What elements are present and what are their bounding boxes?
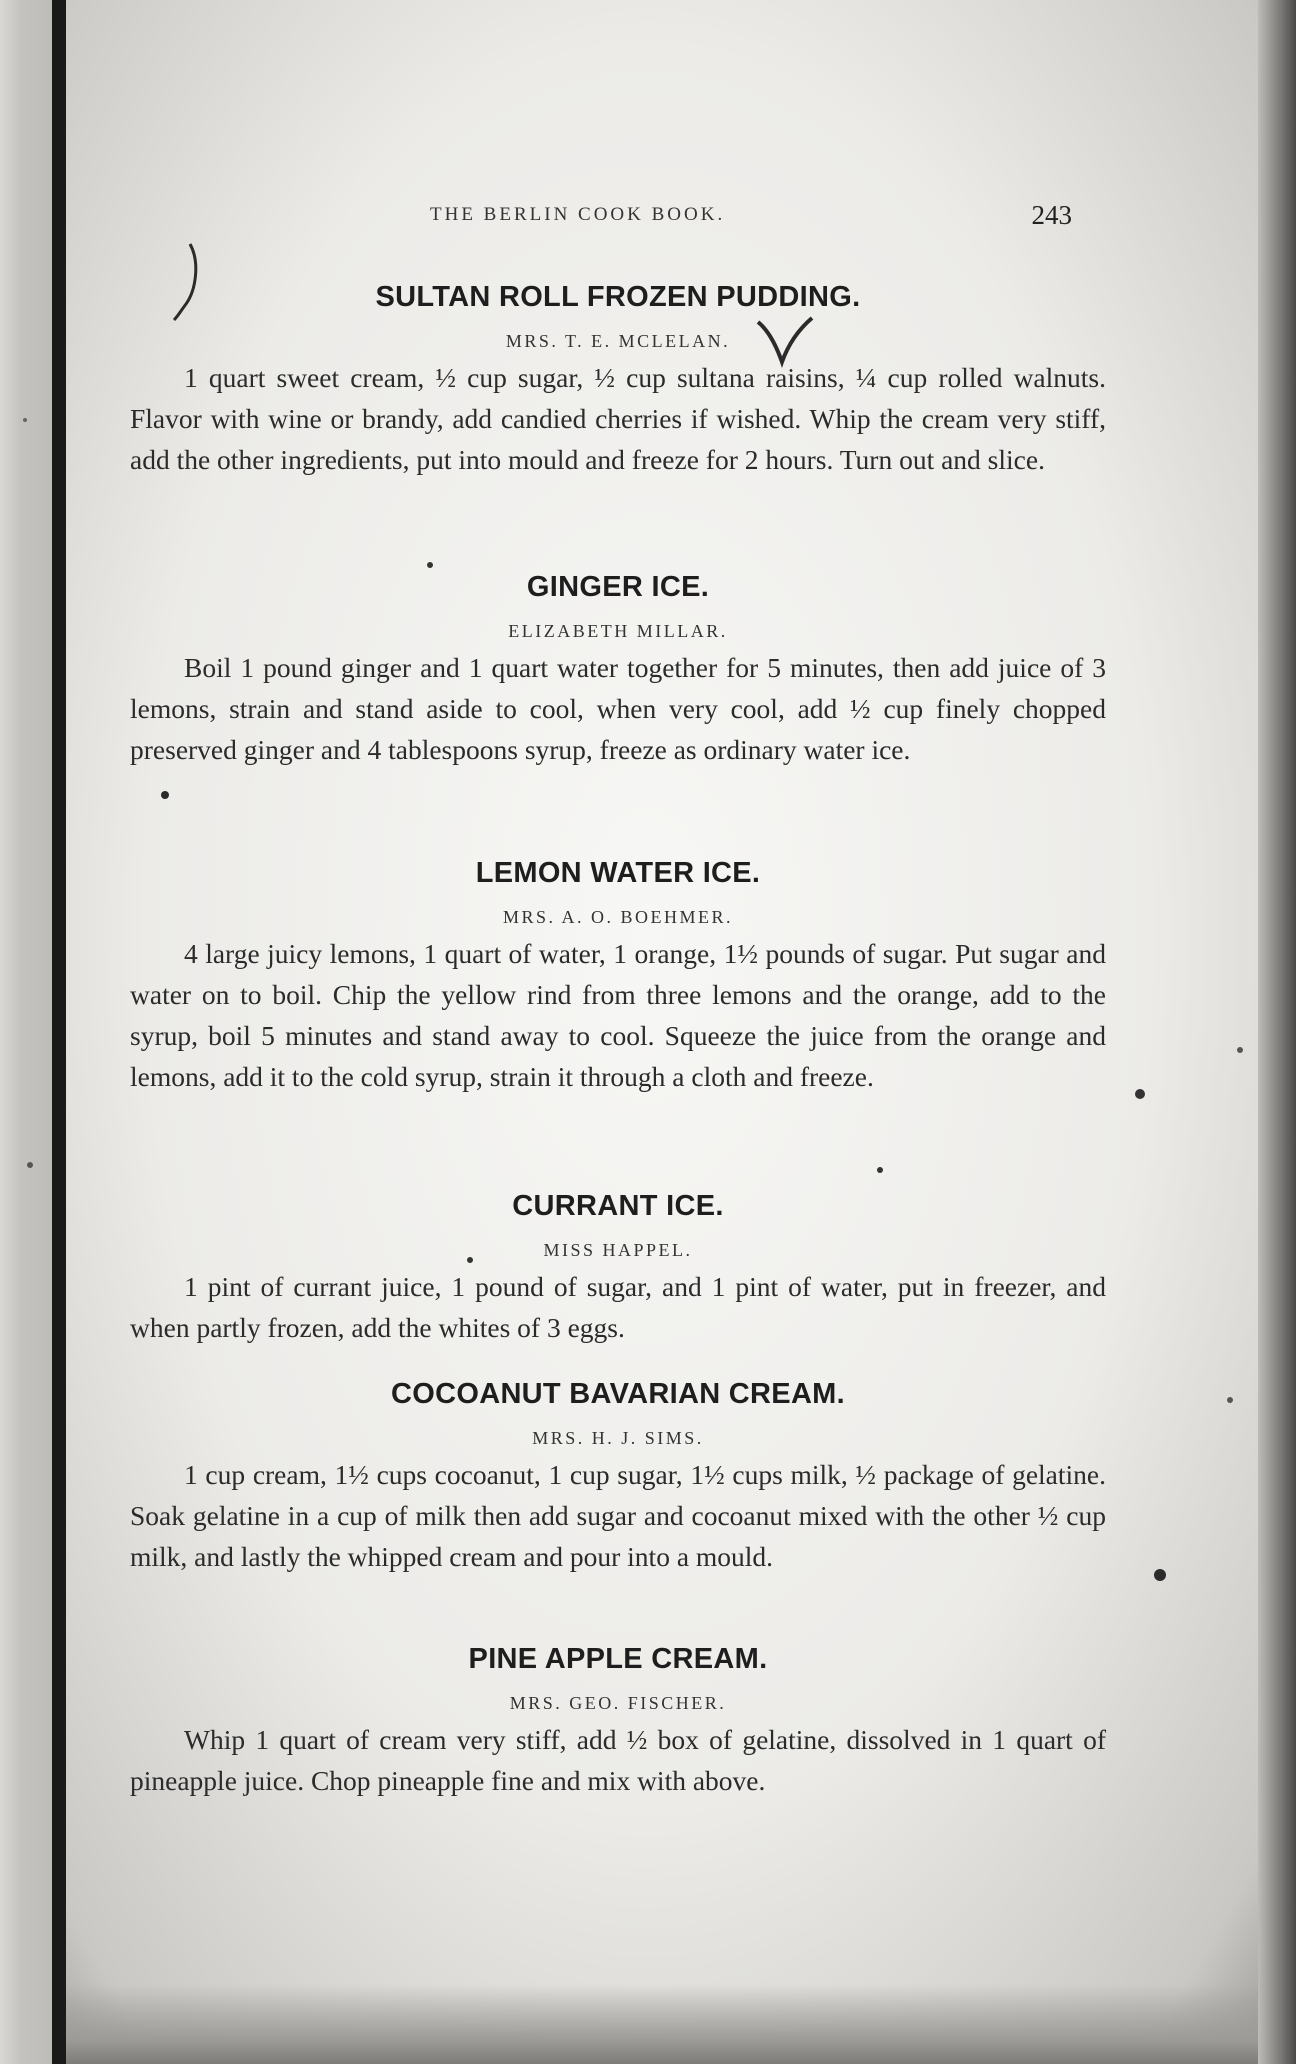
recipe-pine-apple-cream xyxy=(130,1639,1106,1801)
ink-speck xyxy=(161,791,169,799)
recipe-contributor: ELIZABETH MILLAR. xyxy=(508,621,728,641)
recipe-contributor: MRS. GEO. FISCHER. xyxy=(509,1693,727,1713)
recipe-title: CURRANT ICE. xyxy=(512,1190,724,1222)
recipe-title: SULTAN ROLL FROZEN PUDDING. xyxy=(375,281,861,313)
ink-speck xyxy=(1227,1397,1233,1403)
recipe-contributor: MRS. T. E. MCLELAN. xyxy=(505,331,731,351)
recipe-cocoanut-bavarian-cream xyxy=(130,1374,1106,1577)
recipe-title: GINGER ICE. xyxy=(526,571,710,603)
recipe-lemon-water-ice xyxy=(130,853,1106,1097)
recipe-title: LEMON WATER ICE. xyxy=(475,857,761,889)
recipe-contributor: MISS HAPPEL. xyxy=(543,1240,693,1260)
recipe-ginger-ice xyxy=(130,567,1106,770)
recipe-title: COCOANUT BAVARIAN CREAM. xyxy=(391,1378,845,1410)
recipe-text: Boil 1 pound ginger and 1 quart water together for 5 minutes, then add juice of 3 lemons, strain and stand aside to cool, when very cool, add ½ cup finely chopped preserved ginger and 4 tablespoons syrup, freeze as ordinary water ice. xyxy=(130,652,1106,765)
recipe-title: PINE APPLE CREAM. xyxy=(468,1643,768,1675)
ink-speck xyxy=(877,1167,883,1173)
running-head xyxy=(130,200,1106,244)
ink-speck xyxy=(1237,1047,1243,1053)
recipe-text: 1 pint of currant juice, 1 pound of sugar, and 1 pint of water, put in freezer, and when partly frozen, add the whites of 3 eggs. xyxy=(130,1271,1106,1343)
ink-speck xyxy=(1135,1089,1145,1099)
recipe-text: 4 large juicy lemons, 1 quart of water, 1 orange, 1½ pounds of sugar. Put sugar and water on to boil. Chip the yellow rind from three lemons and the orange, add to the syrup, boil 5 minutes and stand away to cool. Squeeze the juice from the orange and lemons, add it to the cold syrup, strain it through a cloth and freeze. xyxy=(130,938,1106,1092)
page-number: 243 xyxy=(1031,200,1072,230)
running-title: THE BERLIN COOK BOOK. xyxy=(430,204,726,225)
recipe-sultan-roll-frozen-pudding xyxy=(130,277,1106,480)
recipe-text: Whip 1 quart of cream very stiff, add ½ box of gelatine, dissolved in 1 quart of pineapple juice. Chop pineapple fine and mix with above. xyxy=(130,1724,1106,1796)
recipe-text: 1 quart sweet cream, ½ cup sugar, ½ cup sultana raisins, ¼ cup rolled walnuts. Flavor with wine or brandy, add candied cherries if wished. Whip the cream very stiff, add the other ingredients, put into mould and freeze for 2 hours. Turn out and slice. xyxy=(130,362,1106,475)
ink-speck xyxy=(23,418,27,422)
recipe-text: 1 cup cream, 1½ cups cocoanut, 1 cup sugar, 1½ cups milk, ½ package of gelatine. Soak gelatine in a cup of milk then add sugar and cocoanut mixed with the other ½ cup milk, and lastly the whipped cream and pour into a mould. xyxy=(130,1459,1106,1572)
ink-speck xyxy=(1154,1569,1166,1581)
ink-speck xyxy=(27,1162,33,1168)
recipe-currant-ice xyxy=(130,1186,1106,1348)
recipe-contributor: MRS. H. J. SIMS. xyxy=(532,1428,704,1448)
recipe-contributor: MRS. A. O. BOEHMER. xyxy=(502,907,734,927)
